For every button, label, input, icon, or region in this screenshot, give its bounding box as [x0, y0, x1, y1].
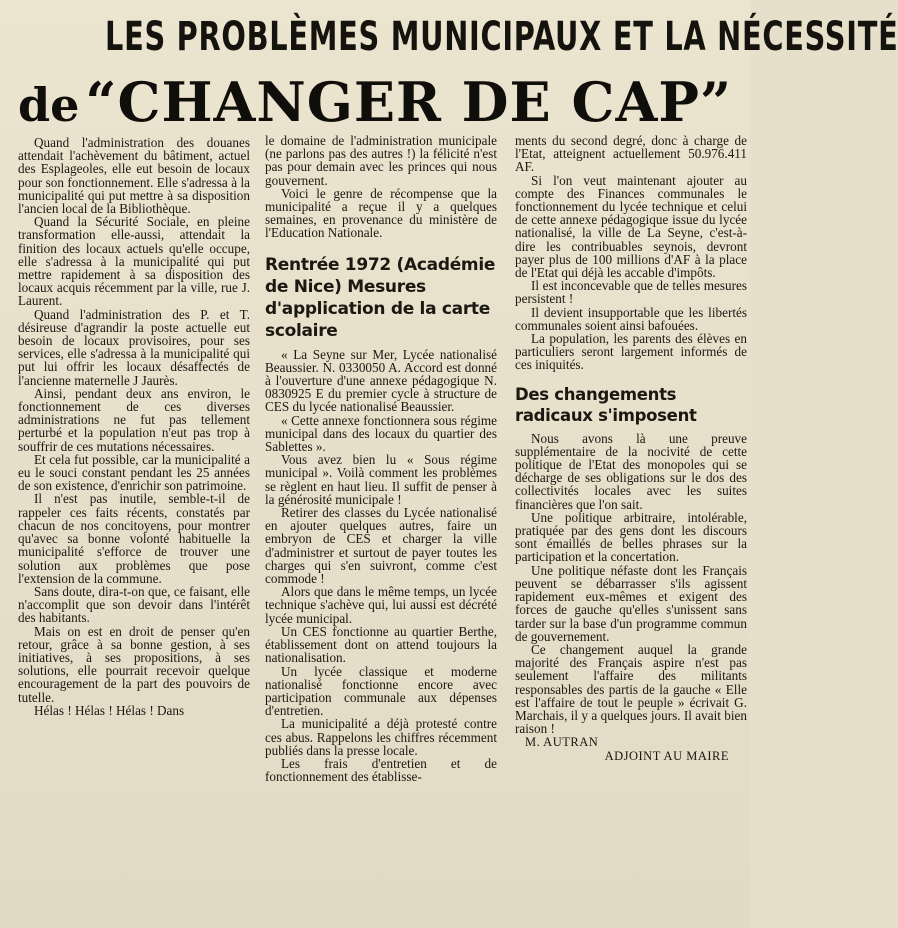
signature-title: ADJOINT AU MAIRE: [604, 748, 729, 763]
paragraph: Quand l'administration des P. et T. désireuse d'agrandir la poste actuelle eut besoin de locaux provisoires, pour ses services, elle s'adressa à la municipalité qui put lui offrir les locaux désaffectés de l'ancienne maternelle J Jaurès.: [18, 306, 250, 388]
paragraph: Quand l'administration des douanes attendait l'achèvement du bâtiment, actuel des Esplageoles, elle eut besoin de locaux pour son fonctionnement. Elle s'adressa à la municipalité qui put mettre à sa disposition l'ancien local de la Bibliothèque.: [18, 135, 250, 217]
paragraph: Sans doute, dira-t-on que, ce faisant, elle n'accomplit que son devoir dans l'intérêt des habitants.: [18, 583, 250, 626]
paragraph: Ce changement auquel la grande majorité des Français aspire n'est pas seulement l'affaire des militants responsables des partis de la gauche « Elle est l'affaire de tout le peuple » écrivait G. Marchais, il y a quelques jours. Il avait bien raison !: [515, 641, 747, 737]
paragraph: ments du second degré, donc à charge de l'Etat, atteignent actuellement 50.976.411 AF.: [515, 133, 747, 175]
paragraph: Un CES fonctionne au quartier Berthe, établissement dont on attend toujours la nationalisation.: [265, 623, 497, 666]
paragraph: « La Seyne sur Mer, Lycée nationalisé Beaussier. N. 0330050 A. Accord est donné à l'ouverture d'une annexe pédagogique N. 0830925 E du premier cycle à structure de CES du lycée nationalisé Beaussier.: [265, 346, 497, 415]
paragraph: Alors que dans le même temps, un lycée technique s'achève qui, lui aussi est décrété lycée municipal.: [265, 584, 497, 626]
paragraph: le domaine de l'administration municipale (ne parlons pas des autres !) la félicité n'est pas pour demain avec les princes qui nous gouvernent.: [265, 133, 497, 188]
signature: [515, 735, 747, 762]
headline-main: “CHANGER DE CAP”: [85, 70, 733, 134]
paragraph: La population, les parents des élèves en particuliers seront largement informés de ces iniquités.: [515, 331, 747, 373]
paragraph: Les frais d'entretien et de fonctionnement des établisse-: [265, 755, 497, 785]
paragraph: Vous avez bien lu « Sous régime municipal ». Voilà comment les problèmes se règlent en haut lieu. Il suffit de penser à la générosité municipale !: [265, 452, 497, 507]
paragraph: Il devient insupportable que les libertés communales soient ainsi bafouées.: [515, 304, 747, 333]
paragraph: Il n'est pas inutile, semble-t-il de rappeler ces faits récents, constatés par chacun de nos concitoyens, pour montrer qu'avec sa bonne volonté habituelle la municipalité s'efforce de trouver une solution aux problèmes que pose l'extension de la commune.: [18, 491, 250, 586]
paragraph: Il est inconcevable que de telles mesures persistent !: [515, 278, 747, 307]
headline-line-2: [0, 70, 750, 134]
paragraph: Et cela fut possible, car la municipalité a eu le souci constant pendant les 25 années de son existence, d'enrichir son patrimoine.: [18, 451, 250, 494]
headline-prefix: de: [17, 78, 80, 132]
article-column-2: [265, 134, 497, 783]
article-column-1: [18, 136, 250, 717]
paragraph: Mais on est en droit de penser qu'en retour, grâce à sa bonne gestion, à ses initiatives, à ses propositions, à ses solutions, elle pourrait recevoir quelque encouragement de la part des pouvoirs de tutelle.: [18, 623, 250, 705]
paragraph: Nous avons là une preuve supplémentaire de la nocivité de cette politique de l'Etat des monopoles qui se décharge de ses obligations sur le dos des collectivités locales avec les suites financières que l'on sait.: [515, 430, 747, 512]
paragraph: Retirer des classes du Lycée nationalisé en ajouter quelques autres, faire un embryon de CES et charger la ville d'administrer et surtout de payer toutes les charges qui s'en suivront, comme c'est commode !: [265, 505, 497, 587]
paragraph: Une politique néfaste dont les Français peuvent se débarrasser s'ils agissent rapidement eux-mêmes et exigent des forces de gauche qu'elles s'unissent sans tarder sur la base d'un programme commun de gouvernement.: [515, 562, 747, 644]
paragraph: Ainsi, pendant deux ans environ, le fonctionnement de ces diverses administrations ne fut pas tellement perturbé et la population n'eut pas trop à souffrir de ces mutations nécessaires.: [18, 385, 250, 454]
article-column-3: [515, 134, 747, 763]
signature-name: M. AUTRAN: [525, 735, 599, 750]
paragraph: Si l'on veut maintenant ajouter au compte des Finances communales le fonctionnement du lycée technique et celui de cette annexe pédagogique issue du lycée nationalisé, la ville de La Seyne, c'est-à-dire les contribuables seynois, devront payer plus de 100 millions d'AF à la place de l'Etat qui déjà les accable d'impôts.: [515, 172, 747, 281]
paragraph: « Cette annexe fonctionnera sous régime municipal dans des locaux du quartier des Sablettes ».: [265, 412, 497, 455]
paragraph: Hélas ! Hélas ! Hélas ! Dans: [34, 702, 185, 718]
section-subheading: Rentrée 1972 (Académie de Nice) Mesures d'application de la carte scolaire: [265, 254, 496, 341]
headline-line-1: LES PROBLÈMES MUNICIPAUX ET LA NÉCESSITÉ: [105, 14, 898, 60]
section-subheading: Des changements radicaux s'imposent: [515, 384, 697, 425]
paragraph: La municipalité a déjà protesté contre ces abus. Rappelons les chiffres récemment publiés dans la presse locale.: [265, 716, 497, 758]
paragraph: Une politique arbitraire, intolérable, pratiquée par des gens dont les discours sont émaillés de belles phrases sur la participation et la concertation.: [515, 509, 747, 565]
paragraph: Quand la Sécurité Sociale, en pleine transformation elle-aussi, attendait la finition des locaux actuels qu'elle occupe, elle s'adressa à la municipalité qui put mettre rapidement à sa disposition des locaux acquis récemment par la ville, rue J. Laurent.: [18, 214, 250, 309]
paragraph: Un lycée classique et moderne nationalisé fonctionne encore avec participation communale aux dépenses d'entretien.: [265, 663, 497, 719]
paragraph: Voici le genre de récompense que la municipalité a reçue il y a quelques semaines, en provenance du ministère de l'Education Nationale.: [265, 185, 497, 241]
